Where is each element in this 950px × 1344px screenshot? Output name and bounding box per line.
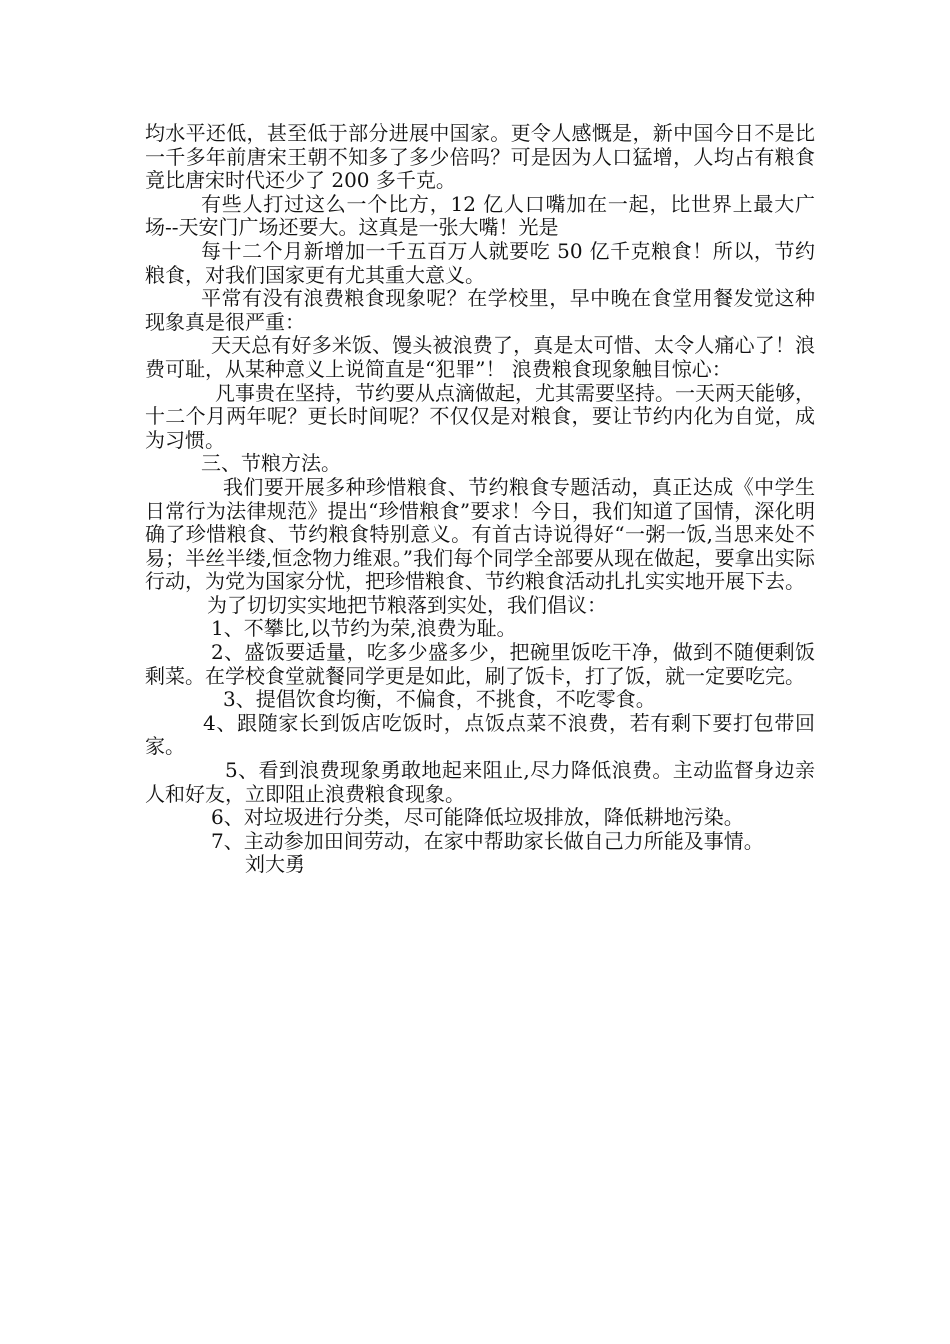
list-item-7: 7、主动参加田间劳动，在家中帮助家长做自己力所能及事情。 [211,828,764,853]
paragraph-activities: 我们要开展多种珍惜粮食、节约粮食专题活动，真正达成《中学生日常行为法律规范》提出“珍惜粮食”要求！今日，我们知道了国情，深化明确了珍惜粮食、节约粮食特别意义。有首古诗说得好“一粥一饭,当思来处不易；半丝半缕,恒念物力维艰。”我们每个同学全部要从现在做起，要拿出实际行动，为党为国家分忧，把珍惜粮食、节约粮食活动扎扎实实地开展下去。 [145,474,815,594]
paragraph-persistence: 凡事贵在坚持，节约要从点滴做起，尤其需要坚持。一天两天能够，十二个月两年呢？更长时间呢？不仅仅是对粮食，要让节约内化为自觉，成为习惯。 [145,380,815,452]
list-item-4: 4、跟随家长到饭店吃饭时，点饭点菜不浪费，若有剩下要打包带回家。 [145,710,815,759]
author-signature: 刘大勇 [245,852,305,877]
list-item-3: 3、提倡饮食均衡，不偏食，不挑食，不吃零食。 [223,687,656,712]
list-item-1: 1、不攀比,以节约为荣,浪费为耻。 [211,616,517,641]
paragraph-proposal-intro: 为了切切实实地把节粮落到实处，我们倡议： [207,592,607,617]
list-item-5: 5、看到浪费现象勇敢地起来阻止,尽力降低浪费。主动监督身边亲人和好友，立即阻止浪费粮食现象。 [145,758,815,806]
paragraph-intro: 均水平还低，甚至低于部分进展中国家。更令人感慨是，新中国今日不是比一千多年前唐宋王朝不知多了多少倍吗？可是因为人口猛增，人均占有粮食竟比唐宋时代还少了 200 多千克。 [145,121,815,193]
paragraph-waste-question: 平常有没有浪费粮食现象呢？在学校里，早中晚在食堂用餐发觉这种现象真是很严重： [145,286,815,334]
document-body [145,122,815,877]
paragraph-grain-need: 每十二个月新增加一千五百万人就要吃 50 亿千克粮食！所以，节约粮食，对我们国家更有尤其重大意义。 [145,238,815,287]
list-item-2: 2、盛饭要适量，吃多少盛多少，把碗里饭吃干净，做到不随便剩饭剩菜。在学校食堂就餐同学更是如此，刷了饭卡，打了饭，就一定要吃完。 [145,640,815,688]
list-item-6: 6、对垃圾进行分类，尽可能降低垃圾排放，降低耕地污染。 [211,805,744,830]
paragraph-analogy: 有些人打过这么一个比方，12 亿人口嘴加在一起，比世界上最大广场--天安门广场还要大。这真是一张大嘴！光是 [145,191,815,240]
paragraph-waste-observation: 天天总有好多米饭、馒头被浪费了，真是太可惜、太令人痛心了！浪费可耻，从某种意义上说简直是“犯罪”！ 浪费粮食现象触目惊心： [145,333,815,381]
section-heading-methods: 三、节粮方法。 [201,451,341,476]
